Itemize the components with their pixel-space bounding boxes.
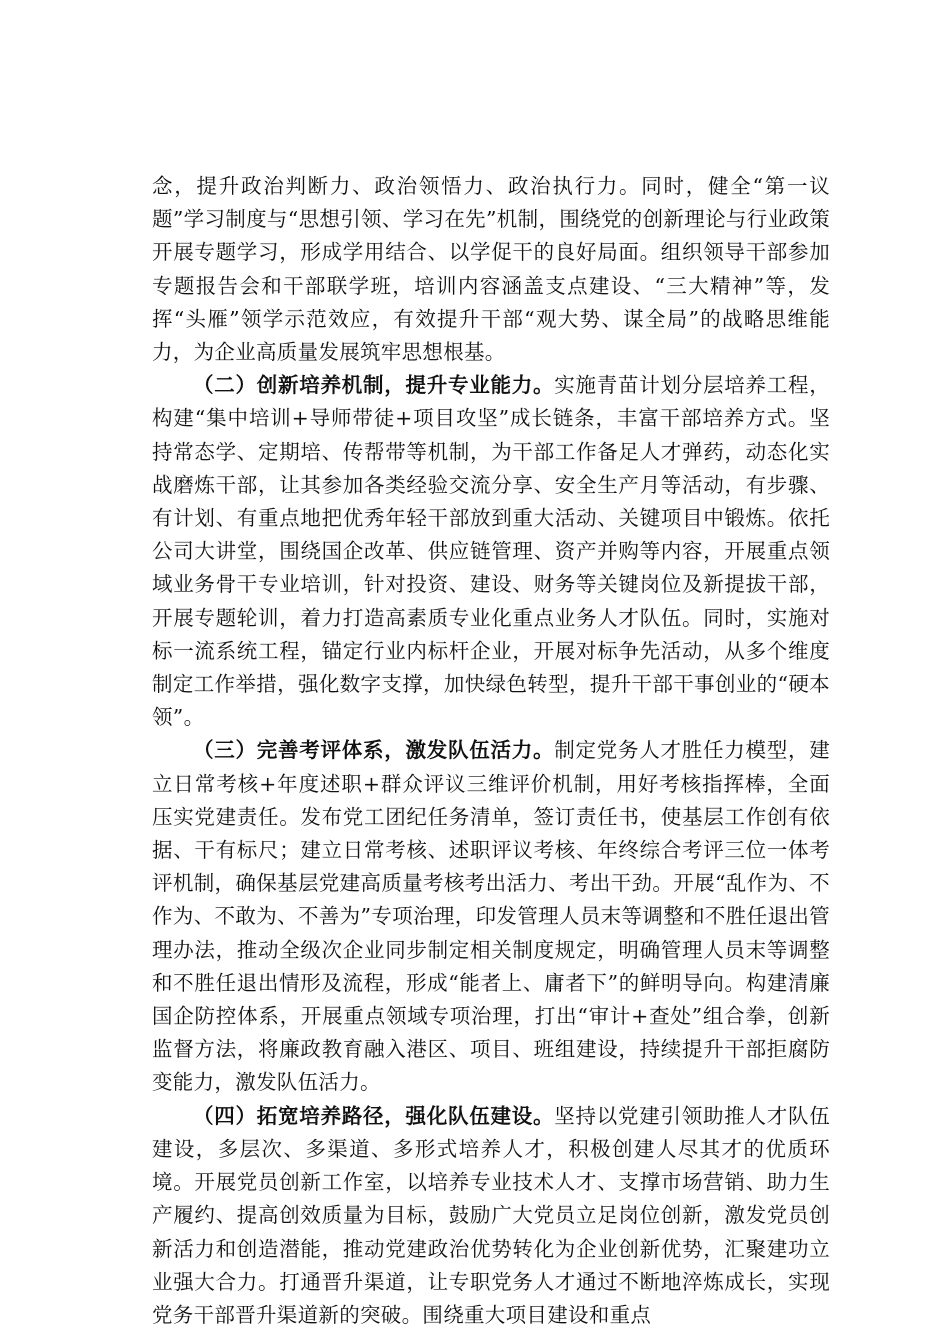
section-body-3: 制定党务人才胜任力模型，建立日常考核+年度述职+群众评议三维评价机制，用好考核指挥棒，全面压实党建责任。发布党工团纪任务清单，签订责任书，使基层工作创有依据、干有标尺；建立日常考核、述职评议考核、年终综合考评三位一体考评机制，确保基层党建高质量考核考出活力、考出干劲。开展“乱作为、不作为、不敢为、不善为”专项治理，印发管理人员末等调整和不胜任退出管理办法，推动全级次企业同步制定相关制度规定，明确管理人员末等调整和不胜任退出情形及流程，形成“能者上、庸者下”的鲜明导向。构建清廉国企防控体系，开展重点领域专项治理，打出“审计+查处”组合拳，创新监督方法，将廉政教育融入港区、项目、班组建设，持续提升干部拒腐防变能力，激发队伍活力。 — [152, 738, 830, 1095]
section-heading-4: （四）拓宽培养路径，强化队伍建设。 — [193, 1103, 555, 1128]
document-body — [152, 170, 830, 1332]
section-paragraph-2 — [152, 369, 830, 734]
section-heading-2: （二）创新培养机制，提升专业能力。 — [193, 373, 555, 398]
section-body-2: 实施青苗计划分层培养工程，构建“集中培训+导师带徒+项目攻坚”成长链条，丰富干部培养方式。坚持常态学、定期培、传帮带等机制，为干部工作备足人才弹药，动态化实战磨炼干部，让其参加各类经验交流分享、安全生产月等活动，有步骤、有计划、有重点地把优秀年轻干部放到重大活动、关键项目中锻炼。依托公司大讲堂，围绕国企改革、供应链管理、资产并购等内容，开展重点领域业务骨干专业培训，针对投资、建设、财务等关键岗位及新提拔干部，开展专题轮训，着力打造高素质专业化重点业务人才队伍。同时，实施对标一流系统工程，锚定行业内标杆企业，开展对标争先活动，从多个维度制定工作举措，强化数字支撑，加快绿色转型，提升干部干事创业的“硬本领”。 — [152, 373, 830, 730]
paragraph-continued: 念，提升政治判断力、政治领悟力、政治执行力。同时，健全“第一议题”学习制度与“思想引领、学习在先”机制，围绕党的创新理论与行业政策开展专题学习，形成学用结合、以学促干的良好局面。组织领导干部参加专题报告会和干部联学班，培训内容涵盖支点建设、“三大精神”等，发挥“头雁”领学示范效应，有效提升干部“观大势、谋全局”的战略思维能力，为企业高质量发展筑牢思想根基。 — [152, 174, 830, 365]
section-paragraph-3 — [152, 734, 830, 1099]
section-heading-3: （三）完善考评体系，激发队伍活力。 — [193, 738, 555, 763]
section-paragraph-4 — [152, 1100, 830, 1332]
section-body-4: 坚持以党建引领助推人才队伍建设，多层次、多渠道、多形式培养人才，积极创建人尽其才的优质环境。开展党员创新工作室，以培养专业技术人才、支撑市场营销、助力生产履约、提高创效质量为目标，鼓励广大党员立足岗位创新，激发党员创新活力和创造潜能，推动党建政治优势转化为企业创新优势，汇聚建功立业强大合力。打通晋升渠道，让专职党务人才通过不断地淬炼成长，实现党务干部晋升渠道新的突破。围绕重大项目建设和重点 — [152, 1103, 830, 1327]
